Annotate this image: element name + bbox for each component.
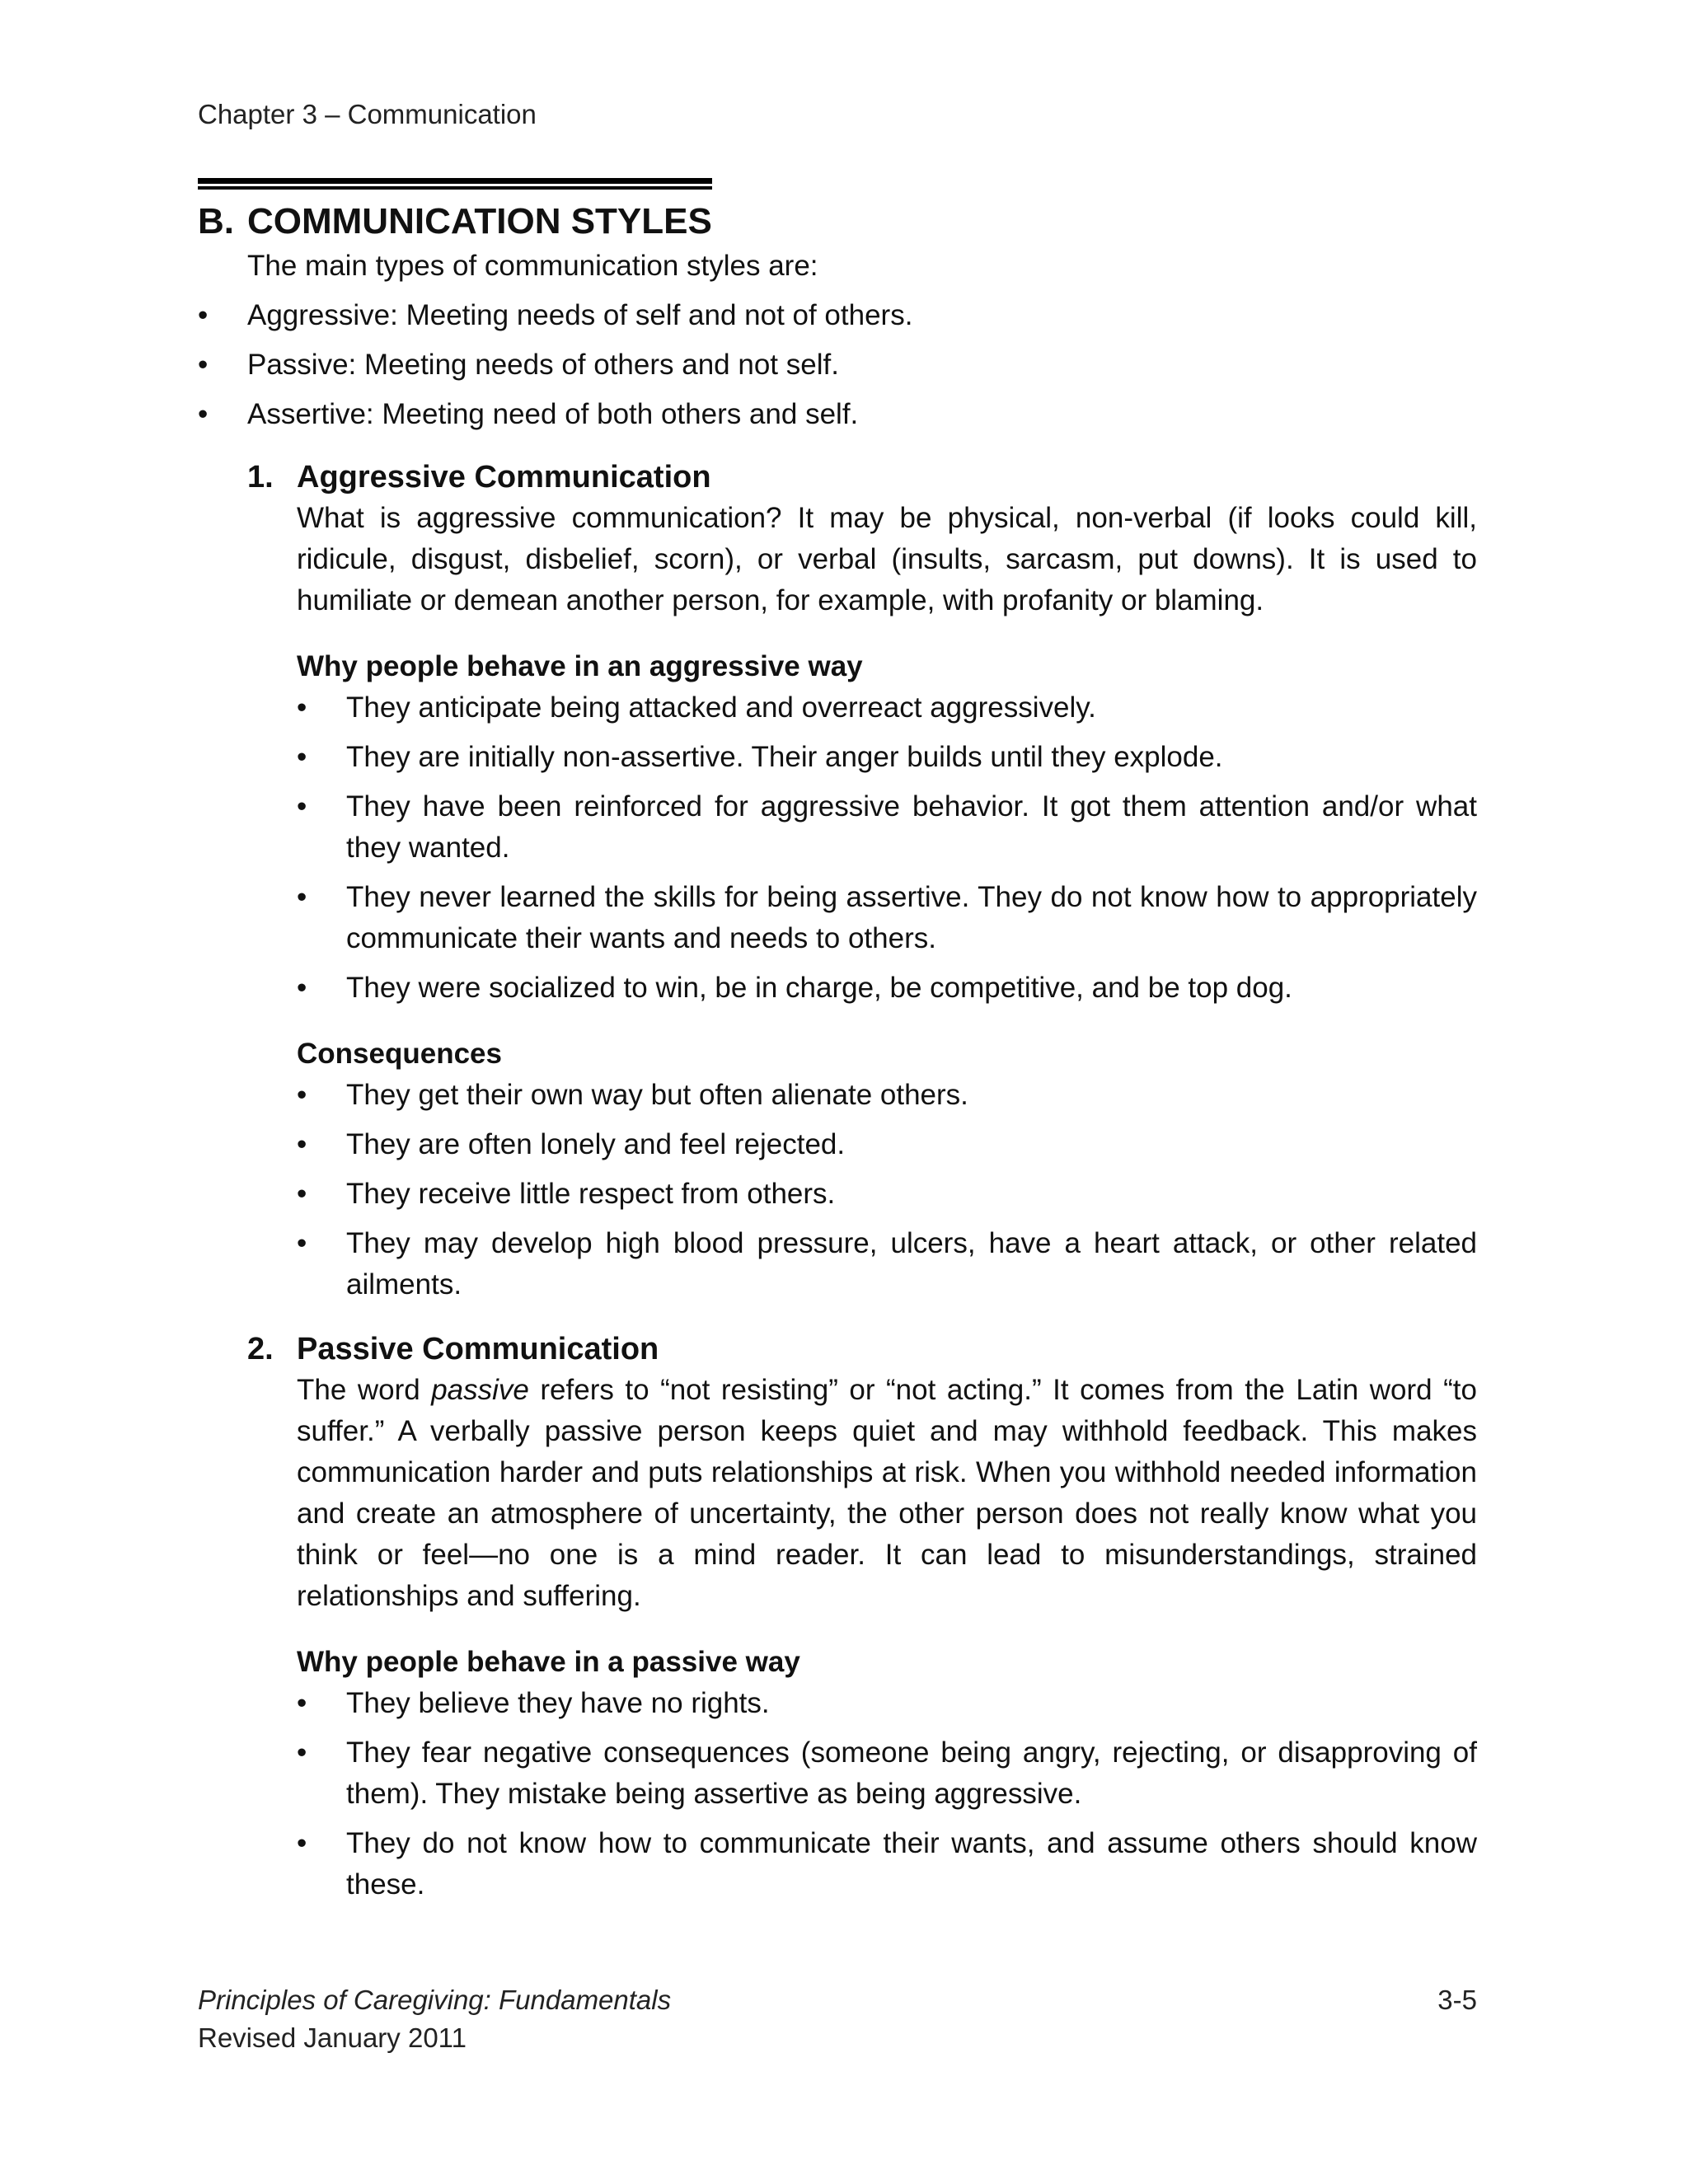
heading-number: 1. <box>247 460 274 494</box>
bullet-icon: • <box>297 1736 307 1769</box>
section-title: COMMUNICATION STYLES <box>247 201 712 241</box>
list-item: • Assertive: Meeting need of both others and self. <box>198 394 1477 435</box>
aggressive-why-list <box>297 687 1477 1009</box>
passive-why-list <box>297 1683 1477 1905</box>
bullet-icon: • <box>297 1827 307 1859</box>
page-number: 3-5 <box>1437 1985 1477 2015</box>
list-item: • They anticipate being attacked and overreact aggressively. <box>297 687 1477 729</box>
main-content <box>198 198 1477 1905</box>
bullet-icon: • <box>297 691 307 724</box>
heading-number: 2. <box>247 1332 274 1366</box>
book-title: Principles of Caregiving: Fundamentals <box>198 1985 672 2015</box>
aggressive-why-heading: Why people behave in an aggressive way <box>297 650 863 682</box>
bullet-icon: • <box>297 1128 307 1160</box>
passive-paragraph: The word passive refers to “not resisting” or “not acting.” It comes from the Latin word “to suffer.” A verbally passive person keeps quiet and may withhold feedback. This makes communication harder and puts relationships at risk. When you withhold needed information and create an atmosphere of uncertainty, the other person does not really know what you think or feel—no one is a mind reader. It can lead to misunderstandings, strained relationships and suffering. <box>297 1374 1477 1612</box>
section-heading <box>198 198 1477 246</box>
bullet-icon: • <box>198 299 209 331</box>
list-item: • They may develop high blood pressure, ulcers, have a heart attack, or other related ailments. <box>297 1223 1477 1305</box>
passive-why-heading: Why people behave in a passive way <box>297 1646 800 1678</box>
list-item: • They get their own way but often alienate others. <box>297 1075 1477 1116</box>
aggressive-heading <box>247 457 1477 498</box>
bullet-icon: • <box>297 1227 307 1259</box>
revision-date: Revised January 2011 <box>198 2022 467 2053</box>
bullet-icon: • <box>297 790 307 823</box>
page-footer <box>198 1981 671 2057</box>
list-item: • They fear negative consequences (someone being angry, rejecting, or disapproving of them). They mistake being assertive as being aggressive. <box>297 1732 1477 1815</box>
bullet-icon: • <box>297 1687 307 1719</box>
section-letter: B. <box>198 201 234 241</box>
heading-text: Passive Communication <box>297 1332 659 1366</box>
list-item: • They are often lonely and feel rejected. <box>297 1124 1477 1165</box>
section-divider <box>198 178 712 190</box>
list-item: • They believe they have no rights. <box>297 1683 1477 1724</box>
list-item: • They never learned the skills for being assertive. They do not know how to appropriately communicate their wants and needs to others. <box>297 877 1477 959</box>
consequences-list <box>297 1075 1477 1305</box>
bullet-icon: • <box>297 1178 307 1210</box>
communication-types-list <box>198 295 1477 435</box>
bullet-icon: • <box>297 741 307 773</box>
section-intro: The main types of communication styles are: <box>247 250 818 282</box>
bullet-icon: • <box>198 398 209 430</box>
bullet-icon: • <box>297 972 307 1004</box>
passive-heading <box>247 1329 1477 1370</box>
list-item: • They are initially non-assertive. Their anger builds until they explode. <box>297 737 1477 778</box>
consequences-heading: Consequences <box>297 1038 502 1070</box>
aggressive-paragraph: What is aggressive communication? It may be physical, non-verbal (if looks could kill, ridicule, disgust, disbelief, scorn), or verbal (insults, sarcasm, put downs). It is used to humiliate or demean another person, for example, with profanity or blaming. <box>297 502 1477 616</box>
list-item: • They have been reinforced for aggressive behavior. It got them attention and/or what they wanted. <box>297 786 1477 869</box>
list-item: • Passive: Meeting needs of others and not self. <box>198 344 1477 386</box>
bullet-icon: • <box>198 349 209 381</box>
bullet-icon: • <box>297 1079 307 1111</box>
list-item: • They do not know how to communicate their wants, and assume others should know these. <box>297 1823 1477 1905</box>
heading-text: Aggressive Communication <box>297 460 711 494</box>
bullet-icon: • <box>297 881 307 913</box>
list-item: • They were socialized to win, be in charge, be competitive, and be top dog. <box>297 968 1477 1009</box>
list-item: • They receive little respect from others. <box>297 1174 1477 1215</box>
list-item: • Aggressive: Meeting needs of self and not of others. <box>198 295 1477 336</box>
emphasis-passive: passive <box>431 1374 529 1406</box>
chapter-header: Chapter 3 – Communication <box>198 99 537 129</box>
